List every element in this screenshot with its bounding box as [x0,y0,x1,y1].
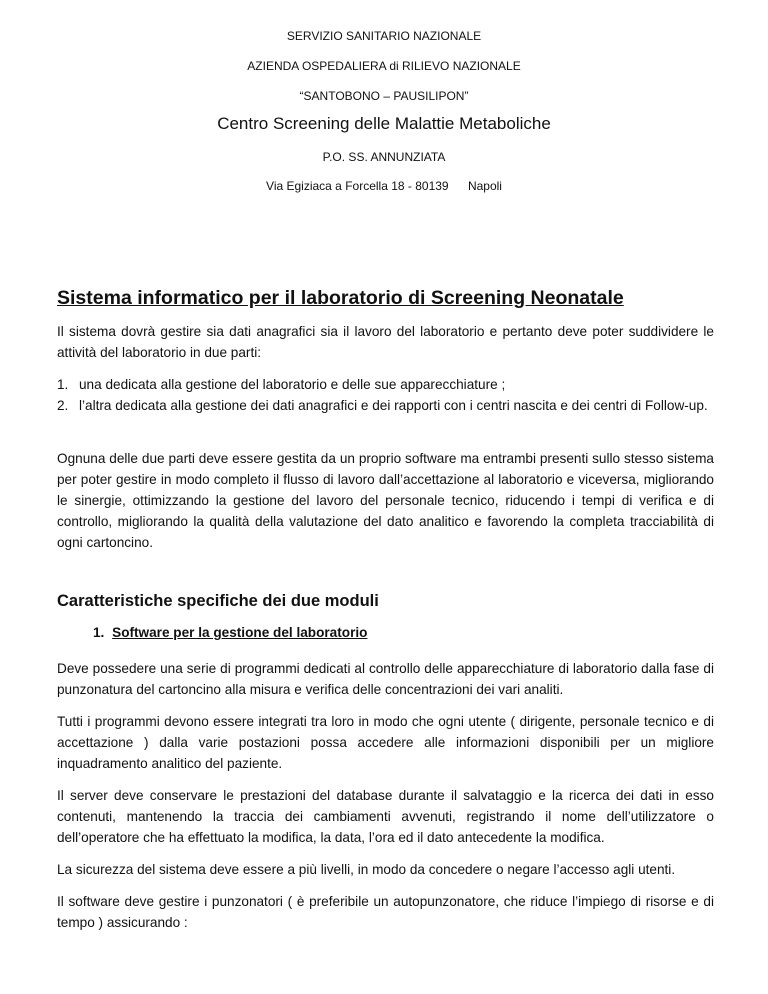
list-item [57,395,714,416]
paragraph-apparecchiature: Deve possedere una serie di programmi dedicati al controllo delle apparecchiature di laboratorio dalla fase di punzonatura del cartoncino alla misura e verifica delle concentrazioni dei vari analiti. [57,661,714,697]
subsection-number: 1. [93,625,105,640]
subsection-title: Software per la gestione del laboratorio [112,625,368,640]
paragraph-server: Il server deve conservare le prestazioni del database durante il salvataggio e la ricerca dei dati in esso contenuti, mantenendo la traccia dei cambiamenti avvenuti, registrando il nome dell’utilizzatore o dell’operatore che ha effettuato la modifica, la data, l’ora ed il dato antecedente la modifica. [57,788,714,845]
list-item [57,374,714,395]
header-line-azienda: AZIENDA OSPEDALIERA di RILIEVO NAZIONALE [247,59,521,73]
header-line-ssn: SERVIZIO SANITARIO NAZIONALE [286,29,482,43]
paragraph-integrazione: Tutti i programmi devono essere integrati tra loro in modo che ogni utente ( dirigente, personale tecnico e di accettazione ) dalla varie postazioni possa accedere alle informazioni disponibili per un migliore inquadramento analitico del paziente. [57,714,714,771]
software-paragraph: Ognuna delle due parti deve essere gestita da un proprio software ma entrambi presenti sullo stesso sistema per poter gestire in modo completo il flusso di lavoro dall’accettazione al laboratorio e viceversa, migliorando le sinergie, ottimizzando la gestione del lavoro del personale tecnico, riducendo i tempi di verifica e di controllo, migliorando la qualità della valutazione del dato analitico e favorendo la completa tracciabilità di ogni cartoncino. [57,451,714,550]
paragraph-sicurezza: La sicurezza del sistema deve essere a più livelli, in modo da concedere o negare l’accesso agli utenti. [57,862,676,877]
list-number: 1. [57,377,69,392]
address-city: Napoli [467,179,502,193]
list-text: una dedicata alla gestione del laboratorio e delle sue apparecchiature ; [79,377,506,392]
document-title: Sistema informatico per il laboratorio di Screening Neonatale [57,287,624,309]
subsection-heading [93,625,367,640]
address-street: Via Egiziaca a Forcella 18 - 80139 [266,179,449,193]
header-line-presidio: P.O. SS. ANNUNZIATA [322,150,446,164]
list-number: 2. [57,398,69,413]
header-address [0,179,768,193]
paragraph-punzonatori: Il software deve gestire i punzonatori ( è preferibile un autopunzonatore, che riduce l’impiego di risorse e di tempo ) assicurando : [57,894,714,930]
parts-list [57,374,714,416]
header-line-hospital: “SANTOBONO – PAUSILIPON” [299,89,469,103]
intro-paragraph: Il sistema dovrà gestire sia dati anagrafici sia il lavoro del laboratorio e pertanto deve poter suddividere le attività del laboratorio in due parti: [57,324,714,360]
list-text: l’altra dedicata alla gestione dei dati anagrafici e dei rapporti con i centri nascita e dei centri di Follow-up. [79,398,708,413]
section-heading: Caratteristiche specifiche dei due moduli [57,592,379,610]
header-line-centro: Centro Screening delle Malattie Metaboliche [217,114,551,133]
